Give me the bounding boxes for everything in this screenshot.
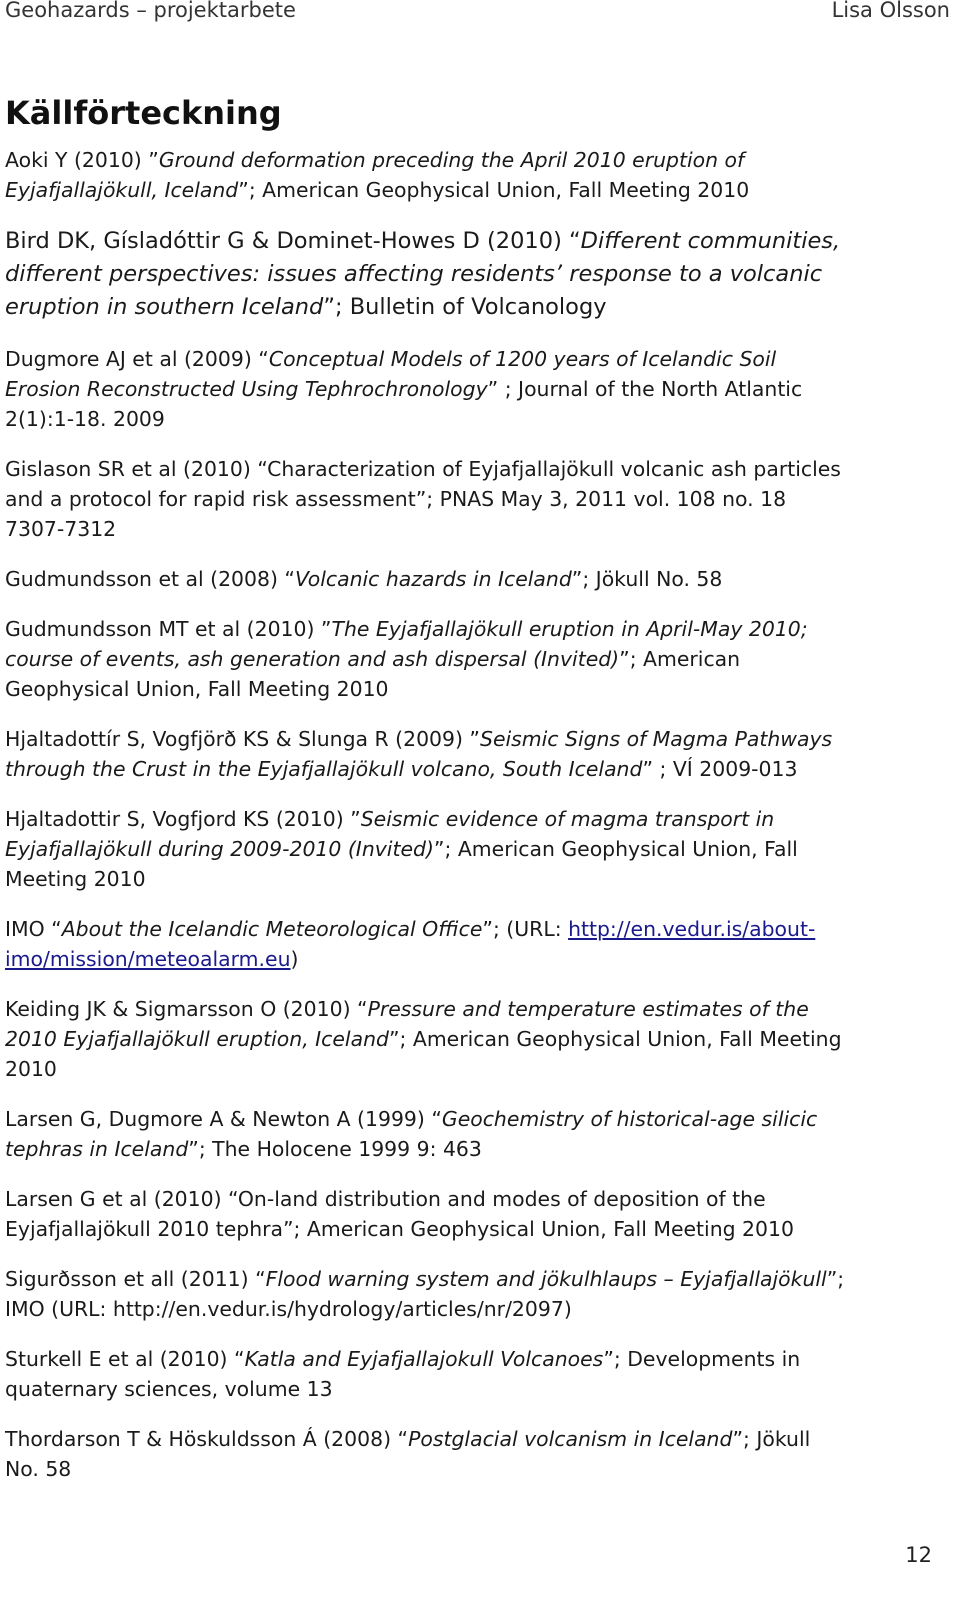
imo-url-link-part2[interactable]: imo/mission/meteoalarm.eu bbox=[5, 947, 291, 971]
page-number: 12 bbox=[905, 1543, 932, 1567]
reference-hjaltadottir-2009: Hjaltadottír S, Vogfjörð KS & Slunga R (2009) ”Seismic Signs of Magma Pathways through the Crust in the Eyjafjallajökull volcano, South Iceland” ; VÍ 2009-013 bbox=[5, 727, 833, 781]
reference-list bbox=[5, 145, 945, 1484]
reference-sigurdsson: Sigurðsson et all (2011) “Flood warning system and jökulhlaups – Eyjafjallajökull”; IMO (URL: http://en.vedur.is/hydrology/articles/nr/2097) bbox=[5, 1267, 845, 1321]
reference-dugmore: Dugmore AJ et al (2009) “Conceptual Models of 1200 years of Icelandic Soil Erosion Reconstructed Using Tephrochronology” ; Journal of the North Atlantic 2(1):1-18. 2009 bbox=[5, 347, 803, 431]
reference-gudmundsson-2008: Gudmundsson et al (2008) “Volcanic hazards in Iceland”; Jökull No. 58 bbox=[5, 567, 723, 591]
reference-keiding: Keiding JK & Sigmarsson O (2010) “Pressure and temperature estimates of the 2010 Eyjafjallajökull eruption, Iceland”; American Geophysical Union, Fall Meeting 2010 bbox=[5, 997, 842, 1081]
reference-sturkell: Sturkell E et al (2010) “Katla and Eyjafjallajokull Volcanoes”; Developments in quaternary sciences, volume 13 bbox=[5, 1347, 801, 1401]
reference-thordarson: Thordarson T & Höskuldsson Á (2008) “Postglacial volcanism in Iceland”; Jökull No. 58 bbox=[5, 1427, 811, 1481]
reference-gudmundsson-2010: Gudmundsson MT et al (2010) ”The Eyjafjallajökull eruption in April-May 2010; course of events, ash generation and ash dispersal (Invited)”; American Geophysical Union, Fall Meeting 2010 bbox=[5, 617, 808, 701]
header-project-title: Geohazards – projektarbete bbox=[5, 0, 296, 22]
imo-url-link-part1[interactable]: http://en.vedur.is/about- bbox=[568, 917, 816, 941]
reference-aoki: Aoki Y (2010) ”Ground deformation preceding the April 2010 eruption of Eyjafjallajökull, Iceland”; American Geophysical Union, Fall Meeting 2010 bbox=[5, 148, 750, 202]
header-author: Lisa Olsson bbox=[831, 0, 950, 22]
page-title: Källförteckning bbox=[5, 94, 282, 132]
reference-imo: IMO “About the Icelandic Meteorological Office”; (URL: http://en.vedur.is/about- imo/mission/meteoalarm.eu) bbox=[5, 917, 816, 971]
reference-bird: Bird DK, Gísladóttir G & Dominet-Howes D (2010) “Different communities, different perspectives: issues affecting residents’ response to a volcanic eruption in southern Iceland”; Bulletin of Volcanology bbox=[5, 228, 841, 320]
reference-hjaltadottir-2010: Hjaltadottir S, Vogfjord KS (2010) ”Seismic evidence of magma transport in Eyjafjallajökull during 2009-2010 (Invited)”; American Geophysical Union, Fall Meeting 2010 bbox=[5, 807, 798, 891]
reference-gislason: Gislason SR et al (2010) “Characterization of Eyjafjallajökull volcanic ash particles and a protocol for rapid risk assessment”; PNAS May 3, 2011 vol. 108 no. 18 7307-7312 bbox=[5, 457, 841, 541]
reference-larsen-1999: Larsen G, Dugmore A & Newton A (1999) “Geochemistry of historical-age silicic tephras in Iceland”; The Holocene 1999 9: 463 bbox=[5, 1107, 818, 1161]
reference-larsen-2010: Larsen G et al (2010) “On-land distribution and modes of deposition of the Eyjafjallajökull 2010 tephra”; American Geophysical Union, Fall Meeting 2010 bbox=[5, 1187, 794, 1241]
